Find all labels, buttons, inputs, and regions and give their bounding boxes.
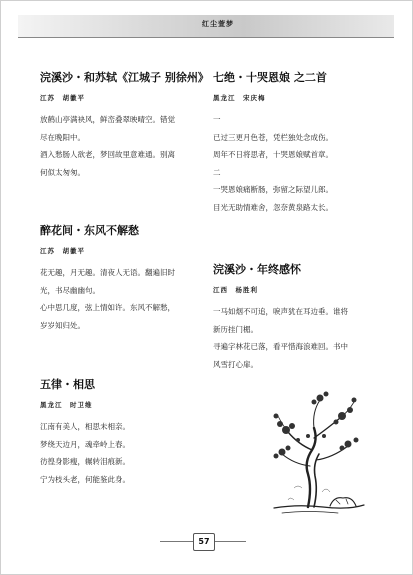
poem-line: 心中思几度，弦上情如许。东风不解愁，: [40, 303, 175, 312]
poem-body: [213, 303, 373, 373]
poem-body: [40, 111, 195, 181]
page-header: [18, 15, 394, 38]
poem-line: 已过三更月色苍，凭栏独处念成伤。: [213, 132, 333, 142]
poem-1: [40, 69, 209, 181]
poem-line: 新历挂门楣。: [213, 324, 258, 334]
poem-line: 一哭恩娘痛断肠，弥留之际望儿郎。: [213, 185, 333, 194]
poem-line: 放鹤山亭满袂风，鲜峦叠翠映晴空。错觉: [40, 115, 175, 124]
poem-line: 目光无助情难舍，忽奈黄泉路太长。: [213, 202, 333, 212]
poem-line: 宁为枝头老，何能鉴此身。: [40, 474, 130, 484]
poem-3: [40, 376, 195, 488]
poem-body: [40, 264, 195, 334]
poem-line: 梦绕天边月，魂牵岭上春。: [40, 439, 130, 449]
poem-body: [40, 418, 195, 488]
poem-title: 七绝・十哭恩娘 之二首: [213, 71, 327, 84]
page-number: 57: [193, 533, 215, 551]
poem-author: 江西 杨胜利: [213, 286, 258, 294]
poem-line: 岁岁知归处。: [40, 320, 85, 330]
poem-5: [213, 261, 373, 373]
poem-4: [213, 69, 373, 216]
poem-title: 醉花间・东风不解愁: [40, 224, 139, 237]
poem-line: 何似太匆匆。: [40, 167, 85, 177]
poem-line: 寻遍字林花已落，看平惜海浪难回。书中: [213, 342, 348, 351]
poem-author: 黑龙江 宋庆梅: [213, 94, 266, 102]
poem-line: 周年不日将思者，十哭恩娘赋首章。: [213, 150, 333, 159]
poem-author: 黑龙江 时卫维: [40, 401, 93, 409]
poem-title: 五律・相思: [40, 378, 95, 391]
poem-author: 江苏 胡徽平: [40, 247, 85, 255]
poem-line: 风雪打心扉。: [213, 359, 258, 369]
tree-illustration: [268, 388, 366, 518]
poem-line: 花无趣，月无趣。清夜人无语。翻遍旧时: [40, 268, 175, 277]
poem-title: 浣溪沙・和苏轼《江城子 别徐州》: [40, 71, 209, 84]
header-title: 红尘萱梦: [202, 19, 234, 28]
poem-line: 江南有美人，相思未相亲。: [40, 422, 130, 431]
poem-2: [40, 222, 195, 334]
poem-body: [213, 111, 373, 216]
poem-section-number: 二: [213, 167, 221, 177]
poem-line: 彷徨身影瘦，辗转泪痕新。: [40, 457, 130, 466]
poem-line: 光，书尽幽幽句。: [40, 285, 100, 295]
poem-line: 酒入愁肠人欲老，梦回故里意难通。别离: [40, 150, 175, 159]
poem-line: 一马如烟不可追，唳声犹在耳边垂。谁将: [213, 307, 348, 316]
poem-author: 江苏 胡徽平: [40, 94, 85, 102]
poem-section-number: 一: [213, 115, 221, 124]
poem-line: 尽在晚阳中。: [40, 132, 85, 142]
poem-title: 浣溪沙・年终感怀: [213, 263, 301, 276]
